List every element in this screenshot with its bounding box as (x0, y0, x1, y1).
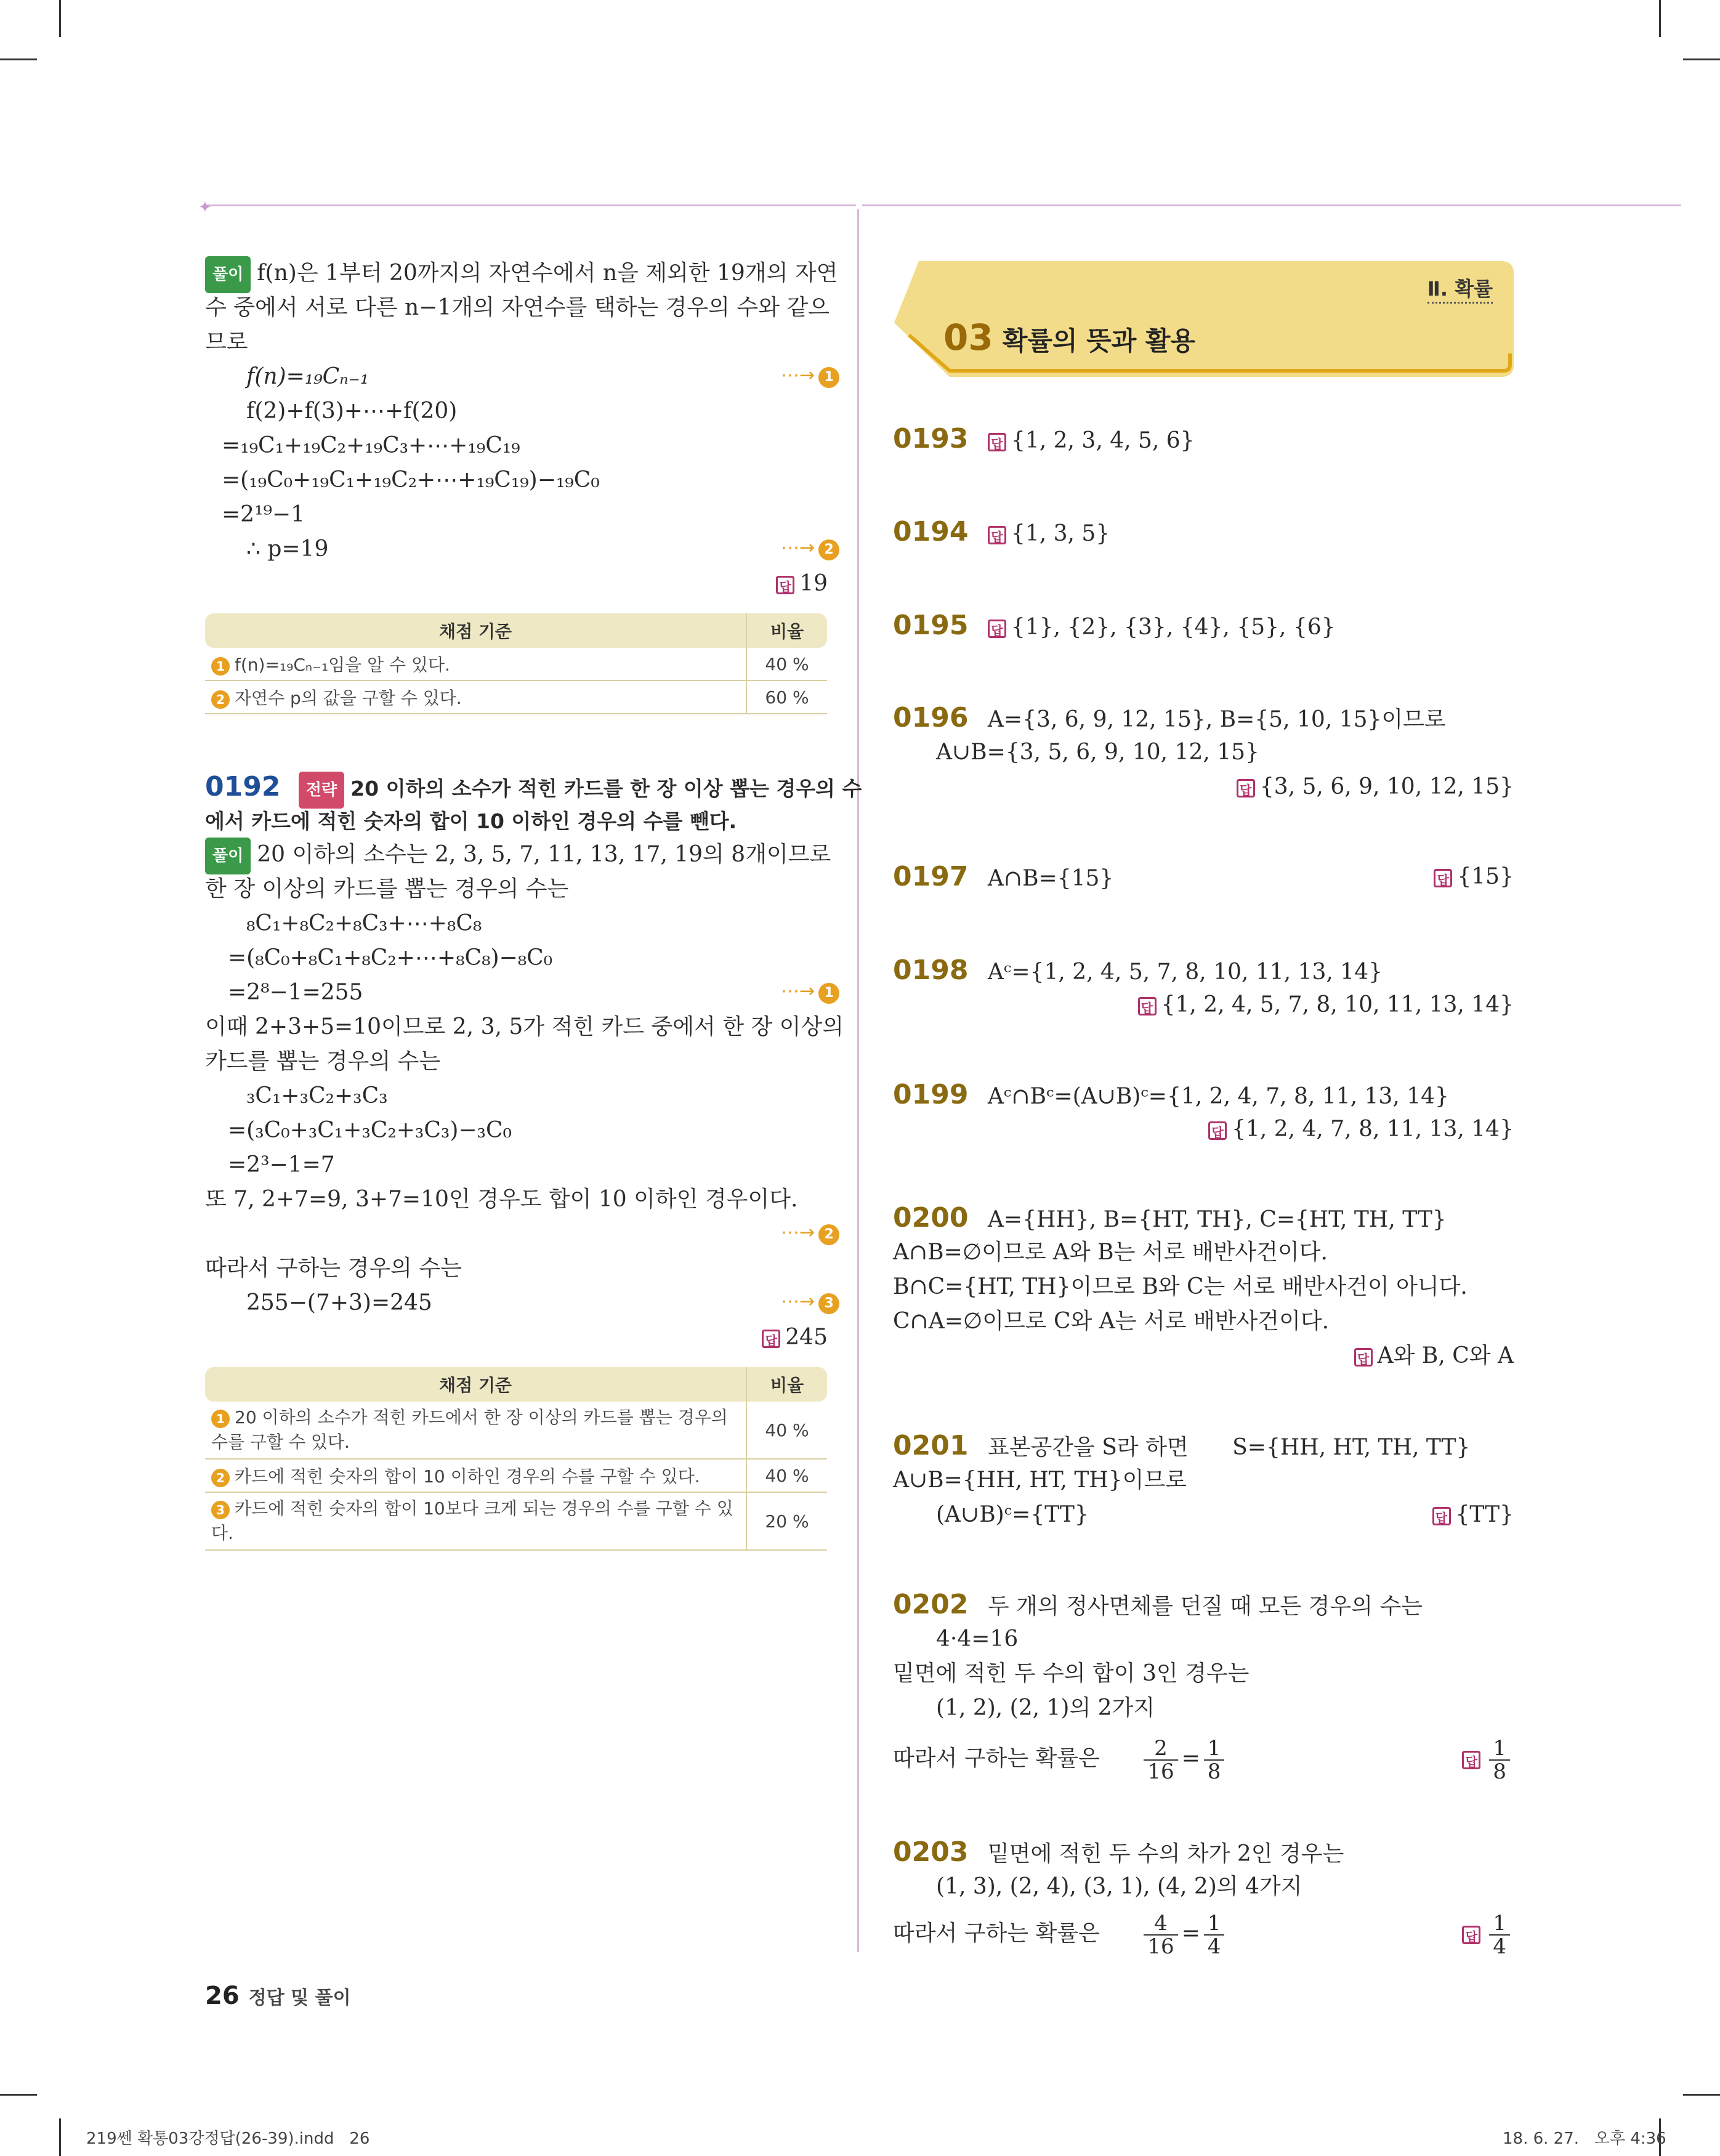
star-icon: ✦ (198, 198, 212, 217)
solution-line: (1, 3), (2, 4), (3, 1), (4, 2)의 4가지 (936, 1874, 1302, 1899)
question-0193: 0193 답 {1, 2, 3, 4, 5, 6} (893, 423, 1195, 454)
grading-table: 채점 기준 비율 1 20 이하의 소수가 적힌 카드에서 한 장 이상의 카드를 뽑는 경우의 수를 구할 수 있다. 40 % 2 카드에 적힌 숫자의 합이 10 이하인 경우의 수를 구할 수 있다. 40 % 3 카드에 적힌 숫자의 합이 10보다 크게 되는 경우의 수를 구할 수 있다. 20 % (205, 1367, 827, 1551)
answer-line (1416, 1912, 1514, 1958)
chapter-tag: Ⅱ. 확률 (1427, 273, 1493, 304)
math-line: =(₁₉C₀+₁₉C₁+₁₉C₂+⋯+₁₉C₁₉)−₁₉C₀ (222, 467, 600, 493)
solution-line: 또 7, 2+7=9, 3+7=10인 경우도 합이 10 이하인 경우이다. (205, 1187, 798, 1212)
answer-icon: 답 (1462, 1926, 1480, 1944)
solution-line: 따라서 구하는 경우의 수는 (205, 1256, 462, 1281)
fraction: $\frac{1}{4}$ (1489, 1912, 1510, 1958)
fraction: $\frac{1}{8}$ (1204, 1737, 1225, 1783)
answer-line: 답 245 (677, 1320, 828, 1355)
crop-mark (1683, 2094, 1720, 2096)
solution-badge: 풀이 (205, 838, 251, 874)
strategy-badge: 전략 (299, 772, 344, 809)
solution-line: A∪B={HH, HT, TH}이므로 (893, 1468, 1187, 1493)
top-rule-right (862, 204, 1681, 206)
answer-icon: 답 (1432, 1507, 1451, 1525)
solution-line: 4·4=16 (936, 1626, 1019, 1652)
answer-icon: 답 (1462, 1751, 1480, 1769)
table-row: 3 카드에 적힌 숫자의 합이 10보다 크게 되는 경우의 수를 구할 수 있다. 20 % (205, 1492, 827, 1550)
solution-line: (A∪B)ᶜ={TT} (936, 1502, 1089, 1527)
answer-icon: 답 (1434, 869, 1452, 887)
grading-table: 채점 기준 비율 1 f(n)=₁₉Cₙ₋₁임을 알 수 있다. 40 % 2 자연수 p의 값을 구할 수 있다. 60 % (205, 613, 827, 714)
answer-line: 답 {TT} (1355, 1498, 1514, 1532)
fraction: $\frac{1}{8}$ (1489, 1737, 1510, 1783)
answer-line: 답 A와 B, C와 A (1232, 1339, 1514, 1373)
answer-icon: 답 (776, 576, 794, 594)
file-info: 219쎈 확통03강정답(26-39).indd 26 (86, 2130, 370, 2148)
question-0196: 0196 A={3, 6, 9, 12, 15}, B={5, 10, 15}이므로 (893, 702, 1446, 733)
solution-line: B∩C={HT, TH}이므로 B와 C는 서로 배반사건이 아니다. (893, 1274, 1468, 1299)
table-row: 2 자연수 p의 값을 구할 수 있다. 60 % (205, 680, 827, 714)
answer-icon: 답 (762, 1330, 780, 1348)
fraction: $\frac{2}{16}$ (1144, 1737, 1177, 1783)
page-label: 정답 및 풀이 (248, 1987, 351, 2009)
math-line: f(n)=₁₉Cₙ₋₁ (246, 364, 369, 389)
answer-icon: 답 (1237, 779, 1255, 797)
solution-line: 따라서 구하는 확률은 $\frac{4}{16}$ = $\frac{1}{4}$ (893, 1912, 1228, 1958)
table-row: 1 f(n)=₁₉Cₙ₋₁임을 알 수 있다. 40 % (205, 648, 827, 680)
answer-line: 답 {1, 2, 4, 5, 7, 8, 10, 11, 13, 14} (1047, 988, 1514, 1022)
math-line: 255−(7+3)=245 (246, 1290, 432, 1315)
table-row: 1 20 이하의 소수가 적힌 카드에서 한 장 이상의 카드를 뽑는 경우의 수를 구할 수 있다. 40 % (205, 1402, 827, 1459)
timestamp: 18. 6. 27. 오후 4:36 (1503, 2130, 1666, 2148)
top-rule-left (203, 204, 856, 206)
solution-line: 풀이 20 이하의 소수는 2, 3, 5, 7, 11, 13, 17, 19의 8개이므로 (205, 838, 831, 874)
answer-icon: 답 (1354, 1348, 1373, 1367)
question-0203: 0203 밑면에 적힌 두 수의 차가 2인 경우는 (893, 1836, 1344, 1868)
solution-line: 한 장 이상의 카드를 뽑는 경우의 수는 (205, 876, 569, 902)
step-marker: ⋯→ 2 (781, 537, 839, 560)
solution-line: 따라서 구하는 확률은 $\frac{2}{16}$ = $\frac{1}{8}$ (893, 1737, 1228, 1783)
solution-line: 이때 2+3+5=10이므로 2, 3, 5가 적힌 카드 중에서 한 장 이상의 (205, 1014, 844, 1040)
crop-mark (59, 0, 61, 37)
crop-mark (59, 2118, 61, 2156)
step-marker: ⋯→ 2 (781, 1222, 839, 1245)
page-footer (205, 1982, 351, 2010)
column-divider (857, 209, 859, 1952)
solution-line: 수 중에서 서로 다른 n−1개의 자연수를 택하는 경우의 수와 같으 (205, 295, 830, 320)
solution-line: 밑면에 적힌 두 수의 합이 3인 경우는 (893, 1661, 1250, 1686)
crop-mark (0, 59, 37, 60)
math-line: ∴ p=19 (246, 536, 329, 562)
math-line: =2¹⁹−1 (222, 502, 305, 527)
solution-line: 므로 (205, 329, 248, 355)
crop-mark (0, 2094, 37, 2096)
table-row: 2 카드에 적힌 숫자의 합이 10 이하인 경우의 수를 구할 수 있다. 40 % (205, 1459, 827, 1492)
question-number: 0192 (205, 771, 281, 802)
solution-line: 카드를 뽑는 경우의 수는 (205, 1049, 441, 1074)
step-marker: ⋯→ 1 (781, 980, 839, 1004)
fraction: $\frac{1}{4}$ (1204, 1912, 1225, 1958)
section-header-banner (894, 261, 1514, 377)
question-0199: 0199 Aᶜ∩Bᶜ=(A∪B)ᶜ={1, 2, 4, 7, 8, 11, 13, 14} (893, 1079, 1449, 1110)
crop-mark (1683, 59, 1720, 60)
solution-line: (1, 2), (2, 1)의 2가지 (936, 1695, 1155, 1721)
answer-line: 답 19 (677, 567, 828, 601)
answer-icon: 답 (988, 620, 1006, 638)
solution-line: A∪B={3, 5, 6, 9, 10, 12, 15} (936, 740, 1259, 765)
solution-line: C∩A=∅이므로 C와 A는 서로 배반사건이다. (893, 1309, 1330, 1334)
math-line: =(₃C₀+₃C₁+₃C₂+₃C₃)−₃C₀ (228, 1118, 512, 1143)
math-line: ₃C₁+₃C₂+₃C₃ (246, 1083, 388, 1108)
question-0194: 0194 답 {1, 3, 5} (893, 516, 1110, 547)
math-line: =2⁸−1=255 (228, 980, 363, 1005)
crop-mark (1659, 0, 1661, 37)
math-line: =2³−1=7 (228, 1152, 335, 1177)
question-0200: 0200 A={HH}, B={HT, TH}, C={HT, TH, TT} (893, 1202, 1447, 1233)
math-line: =(₈C₀+₈C₁+₈C₂+⋯+₈C₈)−₈C₀ (228, 945, 553, 971)
question-0198: 0198 Aᶜ={1, 2, 4, 5, 7, 8, 10, 11, 13, 14} (893, 955, 1383, 986)
fraction: $\frac{4}{16}$ (1144, 1912, 1177, 1958)
question-0202: 0202 두 개의 정사면체를 던질 때 모든 경우의 수는 (893, 1589, 1423, 1620)
answer-icon: 답 (988, 433, 1006, 451)
step-marker: ⋯→ 3 (781, 1291, 839, 1314)
answer-line: 답 {15} (1293, 860, 1514, 894)
question-0192-strategy: 0192 전략 20 이하의 소수가 적힌 카드를 한 장 이상 뽑는 경우의 수 (205, 770, 862, 809)
solution-line: A∩B=∅이므로 A와 B는 서로 배반사건이다. (893, 1240, 1328, 1265)
solution-badge: 풀이 (205, 256, 251, 293)
section-title: 03 확률의 뜻과 활용 (943, 317, 1196, 358)
solution-line: 풀이 f(n)은 1부터 20까지의 자연수에서 n을 제외한 19개의 자연 (205, 256, 838, 293)
math-line: f(2)+f(3)+⋯+f(20) (246, 398, 458, 424)
answer-icon: 답 (1138, 997, 1157, 1015)
strategy-line: 에서 카드에 적힌 숫자의 합이 10 이하인 경우의 수를 뺀다. (205, 809, 737, 833)
question-0195: 0195 답 {1}, {2}, {3}, {4}, {5}, {6} (893, 610, 1336, 641)
answer-line (1416, 1737, 1514, 1783)
math-line: ₈C₁+₈C₂+₈C₃+⋯+₈C₈ (246, 911, 482, 936)
answer-line: 답 {3, 5, 6, 9, 10, 12, 15} (1108, 770, 1514, 804)
question-0197: 0197 A∩B={15} (893, 861, 1114, 892)
math-line: =₁₉C₁+₁₉C₂+₁₉C₃+⋯+₁₉C₁₉ (222, 433, 520, 458)
answer-line: 답 {1, 2, 4, 7, 8, 11, 13, 14} (1108, 1112, 1514, 1147)
answer-icon: 답 (1208, 1121, 1227, 1140)
question-0201: 0201 표본공간을 S라 하면 S={HH, HT, TH, TT} (893, 1430, 1471, 1461)
page-number: 26 (205, 1982, 240, 2010)
answer-icon: 답 (988, 526, 1006, 544)
step-marker: ⋯→ 1 (781, 365, 839, 388)
